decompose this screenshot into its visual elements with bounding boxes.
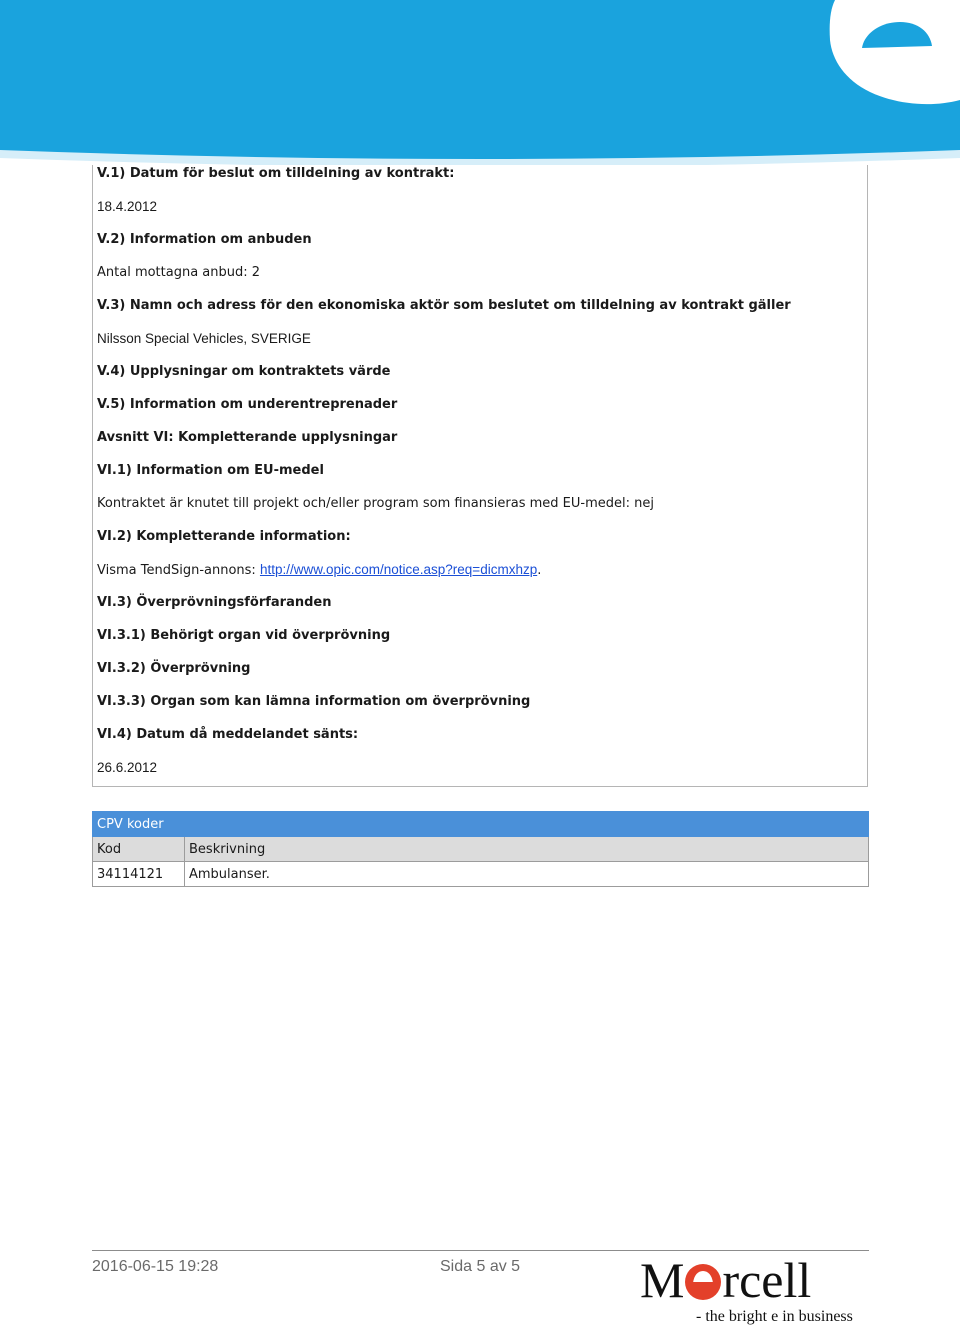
notice-content-box [92,165,868,787]
section-vi31-heading: VI.3.1) Behörigt organ vid överprövning [97,628,391,643]
footer-divider [92,1250,869,1251]
section-vi4-heading: VI.4) Datum då meddelandet sänts: [97,727,359,742]
cpv-code-cell: 34114121 [93,862,185,887]
cpv-column-code: Kod [93,837,185,862]
section-v4-heading: V.4) Upplysningar om kontraktets värde [97,364,391,379]
section-vi32-heading: VI.3.2) Överprövning [97,661,251,676]
vi2-suffix: . [537,563,542,578]
section-vi2-value [97,562,541,579]
footer-page-number: Sida 5 av 5 [440,1258,521,1275]
section-vi33-heading: VI.3.3) Organ som kan lämna information om överprövning [97,694,531,709]
section-vi1-heading: VI.1) Information om EU-medel [97,463,324,478]
logo-letter-m: M [640,1252,685,1308]
cpv-description-cell: Ambulanser. [185,862,869,887]
section-v2-value: Antal mottagna anbud: 2 [97,265,261,280]
header-banner [0,0,960,165]
section-v2-heading: V.2) Information om anbuden [97,232,312,247]
cpv-table-header-row [93,837,869,862]
tendsign-link[interactable]: http://www.opic.com/notice.asp?req=dicmxhzp [259,562,538,577]
section-vi2-heading: VI.2) Kompletterande information: [97,529,351,544]
logo-tagline: - the bright e in business [696,1308,853,1325]
mercell-logo [640,1254,870,1329]
section-vi1-value: Kontraktet är knutet till projekt och/eller program som finansieras med EU-medel: nej [97,496,654,511]
cpv-table [92,811,869,887]
section-vi3-heading: VI.3) Överprövningsförfaranden [97,595,332,610]
cpv-column-description: Beskrivning [185,837,869,862]
table-row [93,862,869,887]
cpv-table-title-row [93,812,869,837]
logo-e-icon [684,1262,722,1302]
footer-date: 2016-06-15 19:28 [92,1258,219,1275]
vi2-prefix: Visma TendSign-annons: [97,563,260,578]
section-v5-heading: V.5) Information om underentreprenader [97,397,398,412]
section-v3-heading: V.3) Namn och adress för den ekonomiska aktör som beslutet om tilldelning av kontrakt gäller [97,298,791,313]
section-vi4-value: 26.6.2012 [97,760,158,775]
cpv-table-title: CPV koder [93,812,869,837]
section-avsnitt-vi: Avsnitt VI: Kompletterande upplysningar [97,430,398,445]
mercell-wordmark [640,1254,811,1306]
section-v1-value: 18.4.2012 [97,199,158,214]
logo-letters-rcell: rcell [722,1252,812,1308]
section-v3-value: Nilsson Special Vehicles, SVERIGE [97,331,311,346]
section-v1-heading: V.1) Datum för beslut om tilldelning av kontrakt: [97,166,455,181]
